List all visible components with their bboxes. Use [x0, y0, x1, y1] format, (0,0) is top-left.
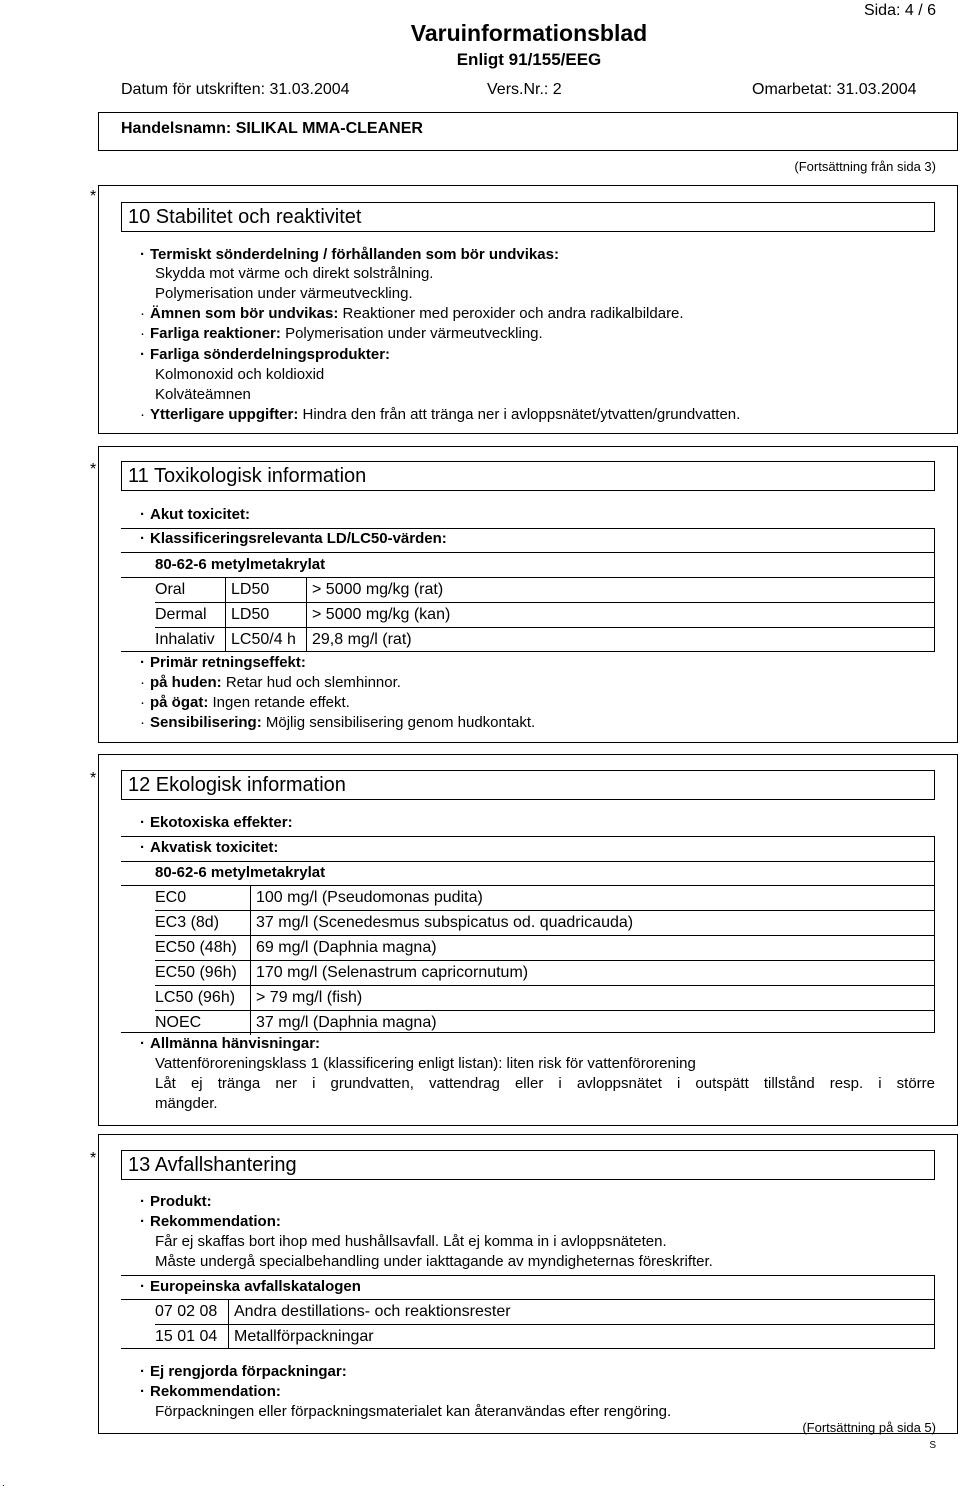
- print-date: Datum för utskriften: 31.03.2004: [121, 81, 350, 98]
- recommendation-label: · Rekommendation:: [140, 1213, 281, 1230]
- recommendation-line-1: Får ej skaffas bort ihop med hushållsavfall. Låt ej komma in i avloppsnäteten.: [155, 1233, 667, 1250]
- section-13-change-marker: *: [90, 1150, 97, 1167]
- section-11-title: 11 Toxikologisk information: [121, 461, 935, 491]
- decomposition-line-2: Kolväteämnen: [155, 386, 251, 403]
- waste-description: Andra destillations- och reaktionsrester: [228, 1300, 511, 1324]
- aquatic-param: EC50 (48h): [155, 939, 237, 956]
- sensitisation: · Sensibilisering: Möjlig sensibilisering genom hudkontakt.: [140, 714, 536, 731]
- waste-catalog-label: · Europeinska avfallskatalogen: [140, 1278, 361, 1295]
- aquatic-row: [155, 1011, 935, 1035]
- aquatic-value: > 79 mg/l (fish): [250, 986, 362, 1010]
- ld-table-divider: [121, 552, 935, 553]
- eye-effect: · på ögat: Ingen retande effekt.: [140, 694, 350, 711]
- continued-to: (Fortsättning på sida 5): [802, 1420, 936, 1435]
- general-notes-line-1: Vattenföroreningsklass 1 (klassificering enligt listan): liten risk för vattenförorening: [155, 1055, 696, 1072]
- waste-row: [155, 1300, 935, 1325]
- waste-code: 07 02 08: [155, 1303, 218, 1320]
- aquatic-table-divider: [121, 861, 935, 862]
- document-subtitle: Enligt 91/155/EEG: [456, 50, 602, 69]
- section-12-change-marker: *: [90, 770, 97, 787]
- primary-irritation-label: · Primär retningseffekt:: [140, 654, 306, 671]
- aquatic-row: [155, 961, 935, 986]
- ld-route: Dermal: [155, 606, 207, 623]
- waste-row: [155, 1325, 935, 1349]
- decomposition-products-label: · Farliga sönderdelningsprodukter:: [140, 346, 391, 363]
- thermal-line-2: Polymerisation under värmeutveckling.: [155, 285, 413, 302]
- section-13-title: 13 Avfallshantering: [121, 1150, 935, 1180]
- thermal-decomposition-label: · Termiskt sönderdelning / förhållanden som bör undvikas:: [140, 246, 559, 263]
- general-notes-line-2: Låt ej tränga ner i grundvatten, vattendrag eller i avloppsnätet i outspätt tillstånd resp. i större: [155, 1075, 935, 1092]
- aquatic-value: 100 mg/l (Pseudomonas pudita): [250, 886, 483, 910]
- ecotoxic-effects-label: · Ekotoxiska effekter:: [140, 814, 293, 831]
- ld-route: Oral: [155, 581, 186, 598]
- page-number: Sida: 4 / 6: [863, 2, 936, 19]
- recommendation-2-label: · Rekommendation:: [140, 1383, 281, 1400]
- ld-value: > 5000 mg/kg (kan): [306, 603, 450, 627]
- aquatic-value: 170 mg/l (Selenastrum capricornutum): [250, 961, 528, 985]
- ld-value: > 5000 mg/kg (rat): [306, 578, 443, 602]
- ld-type: LD50: [225, 578, 269, 602]
- footer-mark: S: [929, 1440, 936, 1451]
- uncleaned-packaging-label: · Ej rengjorda förpackningar:: [140, 1363, 347, 1380]
- document-title: Varuinformationsblad: [410, 20, 648, 46]
- recommendation-line-2: Måste undergå specialbehandling under iakttagande av myndigheternas föreskrifter.: [155, 1253, 713, 1270]
- aquatic-param: EC0: [155, 889, 187, 906]
- section-10-title: 10 Stabilitet och reaktivitet: [121, 202, 935, 232]
- ld-type: LD50: [225, 603, 269, 627]
- aquatic-row: [155, 886, 935, 911]
- general-notes-label: · Allmänna hänvisningar:: [140, 1035, 321, 1052]
- skin-effect: · på huden: Retar hud och slemhinnor.: [140, 674, 401, 691]
- ld-table-row: [155, 628, 935, 652]
- further-information: · Ytterligare uppgifter: Hindra den från att tränga ner i avloppsnätet/ytvatten/grundvatten.: [140, 406, 741, 423]
- aquatic-row: [155, 986, 935, 1011]
- ld-table-header: 80-62-6 metylmetakrylat: [155, 556, 326, 573]
- aquatic-value: 69 mg/l (Daphnia magna): [250, 936, 437, 960]
- avoid-substances: · Ämnen som bör undvikas: Reaktioner med peroxider och andra radikalbildare.: [140, 305, 684, 322]
- version-number: Vers.Nr.: 2: [487, 81, 562, 98]
- section-10-change-marker: *: [90, 188, 97, 205]
- aquatic-row: [155, 936, 935, 961]
- recommendation-2-text: Förpackningen eller förpackningsmaterialet kan återanvändas efter rengöring.: [155, 1403, 672, 1420]
- ld-table-row: [155, 578, 935, 603]
- trade-name: Handelsnamn: SILIKAL MMA-CLEANER: [121, 120, 423, 137]
- section-11-change-marker: *: [90, 461, 97, 478]
- aquatic-table-header: 80-62-6 metylmetakrylat: [155, 864, 326, 881]
- aquatic-param: EC50 (96h): [155, 964, 237, 981]
- aquatic-table: [155, 886, 935, 1035]
- aquatic-toxicity-label: · Akvatisk toxicitet:: [140, 839, 279, 856]
- aquatic-param: NOEC: [155, 1014, 202, 1031]
- ld-table-row: [155, 603, 935, 628]
- revised-date: Omarbetat: 31.03.2004: [752, 81, 917, 98]
- aquatic-value: 37 mg/l (Scenedesmus subspicatus od. quadricauda): [250, 911, 633, 935]
- product-label: · Produkt:: [140, 1193, 212, 1210]
- ld-table: [155, 578, 935, 652]
- ld-value: 29,8 mg/l (rat): [306, 628, 412, 652]
- footer-dot: .: [2, 1478, 5, 1489]
- aquatic-param: EC3 (8d): [155, 914, 220, 931]
- continued-from: (Fortsättning från sida 3): [794, 159, 936, 174]
- acute-toxicity-label: · Akut toxicitet:: [140, 506, 251, 523]
- section-12-title: 12 Ekologisk information: [121, 770, 935, 800]
- general-notes-line-3: mängder.: [155, 1095, 218, 1112]
- waste-catalog-table: [155, 1300, 935, 1349]
- classification-label: · Klassificeringsrelevanta LD/LC50-värden:: [140, 530, 447, 547]
- aquatic-param: LC50 (96h): [155, 989, 236, 1006]
- decomposition-line-1: Kolmonoxid och koldioxid: [155, 366, 325, 383]
- waste-description: Metallförpackningar: [228, 1325, 374, 1349]
- aquatic-row: [155, 911, 935, 936]
- dangerous-reactions: · Farliga reaktioner: Polymerisation under värmeutveckling.: [140, 325, 543, 342]
- ld-route: Inhalativ: [155, 631, 215, 648]
- waste-code: 15 01 04: [155, 1328, 218, 1345]
- aquatic-value: 37 mg/l (Daphnia magna): [250, 1011, 437, 1035]
- ld-type: LC50/4 h: [225, 628, 296, 652]
- thermal-line-1: Skydda mot värme och direkt solstrålning.: [155, 265, 434, 282]
